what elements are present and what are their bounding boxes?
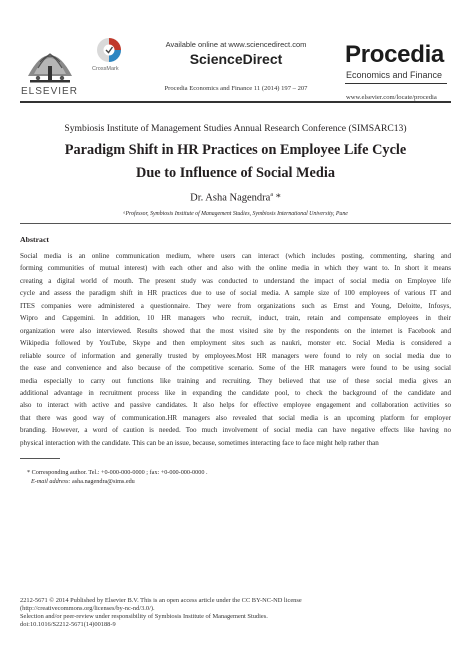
author-affiliation: ᵃProfessor, Symbiosis Institute of Management Studies, Symbiosis International University, Pune (123, 211, 348, 217)
crossmark-label: CrossMark (92, 66, 119, 72)
abstract-line: Social media is an online communication medium, where users can interact (which includes posting, commenting, sharing and (20, 252, 451, 260)
author-line (20, 192, 451, 204)
abstract-line: Wikipedia followed by YouTube, Skype and then employment sites such as naukri, monster etc. Social Media is considered a (20, 339, 451, 348)
abstract-line: forming communities of mutual interest) with each other and also with the online media in which they want to. In short it means (20, 264, 451, 273)
sciencedirect-brand[interactable]: ScienceDirect (189, 51, 283, 67)
publisher-name: ELSEVIER (21, 86, 78, 97)
brand-divider (345, 83, 447, 84)
doi-line[interactable]: doi:10.1016/S2212-5671(14)00188-9 (20, 621, 116, 629)
journal-subtitle: Economics and Finance (346, 70, 443, 80)
abstract-line: Wipro and Capgemini. In addition, 10 HR managers who recruit, induct, train, retain and compensate employees in their (20, 314, 451, 323)
copyright-line: 2212-5671 © 2014 Published by Elsevier B.V. This is an open access article under the CC BY-NC-ND license (20, 597, 302, 604)
abstract-line: creating a digital world of mouth. The present study was conducted to understand the impact of social media on Employee life (20, 276, 451, 285)
abstract-line: branding. However, a word of caution is needed. Too much involvement of social media can have negative effects like having no (20, 426, 451, 435)
abstract-heading: Abstract (20, 235, 50, 244)
procedia-brand: Procedia (345, 41, 444, 68)
article-title-line-2: Due to Influence of Social Media (136, 165, 335, 181)
peer-review-line: Selection and/or peer-review under responsibility of Symbiosis Institute of Management Studies. (20, 613, 268, 621)
abstract-line: additional advantage in recruitment process like in expanding the candidate pool, to check the background of the candidate and (20, 388, 451, 397)
copyright-block (20, 597, 451, 629)
abstract-line: ITES companies were administered a questionnaire. They were from organizations such as Ernst and Young, Deloitte, Infosys, (20, 301, 451, 310)
abstract-line: that there was good way of communication.HR managers also revealed that social media is an upcoming platform for employer (20, 413, 451, 422)
abstract-line: also to interact with active and passive candidates. It also helps for effective employee engagement and collaboration activities so (20, 401, 451, 410)
elsevier-tree-logo (20, 32, 80, 92)
available-online-text: Available online at www.sciencedirect.com (165, 40, 307, 49)
abstract-line: organization were also interviewed. Results showed that the most visited site by the respondents on the internet is Facebook and (20, 326, 451, 335)
corresponding-author-footnote: * Corresponding author. Tel.: +0-000-000-0000 ; fax: +0-000-000-0000 . (27, 469, 208, 476)
corresponding-marker: * (272, 192, 281, 204)
article-title-line-1: Paradigm Shift in HR Practices on Employee Life Cycle (64, 142, 407, 158)
abstract-rule (20, 223, 451, 224)
email-link[interactable]: asha.nagendra@sims.edu (70, 478, 135, 485)
author-name: Dr. Asha Nagendra (190, 192, 271, 204)
abstract-line: reliable source of information and generally trusted by employees.Most HR managers were found to rely on social media due to (20, 351, 451, 360)
journal-citation: Procedia Economics and Finance 11 (2014) 197 – 207 (164, 85, 308, 92)
conference-name: Symbiosis Institute of Management Studies Annual Research Conference (SIMSARC13) (64, 123, 407, 134)
email-label: E-mail address: (31, 478, 71, 485)
footnote-rule (20, 458, 60, 459)
author-affil-marker: a (270, 192, 273, 198)
journal-url-link[interactable]: www.elsevier.com/locate/procedia (346, 94, 437, 101)
license-link[interactable]: (http://creativecommons.org/licenses/by-nc-nd/3.0/). (20, 605, 155, 613)
abstract-line: cycle and assess the paradigm shift in HR practices due to use of social media. A sample size of 100 employees of various IT and (20, 289, 451, 298)
header-rule (20, 101, 451, 103)
email-footnote (31, 478, 135, 485)
abstract-line: physical interaction with the candidate. This can be an issue, because, sometimes interacting face to face might help rather than (20, 438, 379, 447)
abstract-line: media especially to carry out functions like training and recruiting. They believed that use of these social media gives an (20, 376, 451, 385)
abstract-body (20, 250, 451, 449)
abstract-line: the ease and convenience and also because of the competitive scenario. Some of the HR managers were found to be using social (20, 364, 451, 373)
